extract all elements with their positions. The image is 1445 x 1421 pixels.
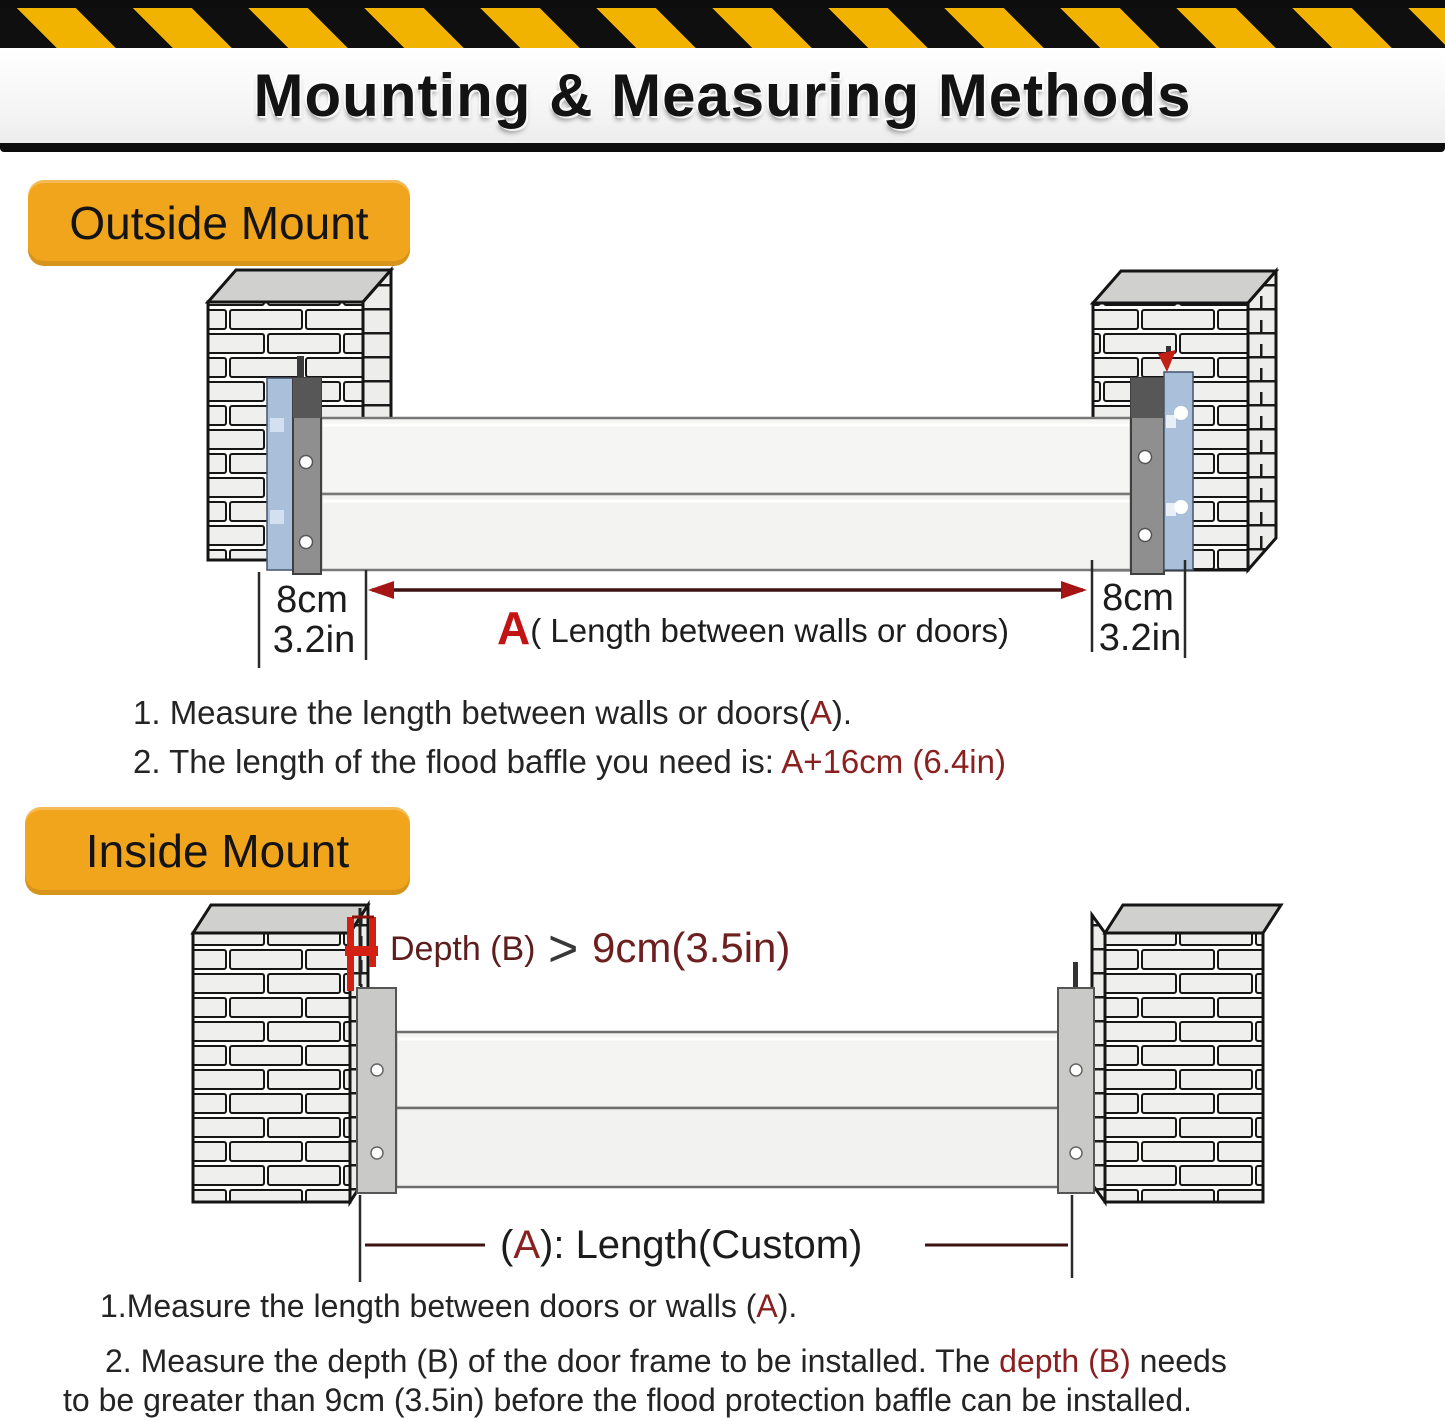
banner-bottom-bar (0, 143, 1445, 152)
flood-barrier-panels (321, 418, 1131, 570)
hazard-stripe-band (0, 8, 1445, 48)
page-title: Mounting & Measuring Methods (253, 62, 1192, 129)
flood-barrier-panels (396, 1032, 1060, 1187)
inside-right-channel (1058, 962, 1094, 1193)
svg-text:9cm(3.5in): 9cm(3.5in) (592, 924, 791, 971)
span-label: A( Length between walls or doors) (497, 602, 1009, 654)
depth-label (390, 920, 790, 978)
header-banner (0, 0, 1445, 152)
inside-mount-badge-label: Inside Mount (85, 825, 350, 877)
screw-hole (300, 536, 313, 549)
left-offset-cm: 8cm (276, 579, 348, 621)
left-offset-in: 3.2in (272, 619, 356, 661)
outside-left-channel (267, 356, 321, 574)
svg-text:Depth (B): Depth (B) (390, 930, 536, 968)
inside-instruction-2: 2. Measure the depth (B) of the door frame to be installed. The depth (B) needs (105, 1343, 1227, 1379)
outside-instruction-2: 2. The length of the flood baffle you need is: A+16cm (6.4in) (133, 743, 1006, 780)
outside-right-channel (1131, 346, 1193, 574)
outside-dimensions (259, 560, 1185, 668)
inside-right-pillar (1092, 905, 1281, 1202)
svg-text:>: > (548, 920, 579, 978)
length-label: (A): Length(Custom) (500, 1223, 863, 1267)
seal-strip (267, 378, 293, 570)
seal-strip (1164, 372, 1193, 570)
outside-mount-badge-label: Outside Mount (69, 197, 369, 249)
inside-instruction-1: 1.Measure the length between doors or walls (A). (100, 1288, 798, 1324)
inside-instruction-3: to be greater than 9cm (3.5in) before the flood protection baffle can be installed. (63, 1382, 1193, 1418)
banner-top-bar (0, 0, 1445, 8)
inside-mount-badge (25, 807, 410, 895)
inside-dimension (360, 1195, 1072, 1282)
outside-mount-badge (28, 180, 410, 266)
outside-instruction-1: 1. Measure the length between walls or doors(A). (133, 694, 853, 731)
inside-mount-diagram (0, 900, 1445, 1290)
right-offset-in: 3.2in (1098, 617, 1182, 659)
outside-mount-diagram (0, 260, 1445, 680)
banner-title-area (0, 48, 1445, 143)
screw-hole (300, 456, 313, 469)
right-offset-cm: 8cm (1102, 577, 1174, 619)
anchor-rod (1073, 962, 1078, 988)
inside-left-pillar (193, 905, 368, 1202)
